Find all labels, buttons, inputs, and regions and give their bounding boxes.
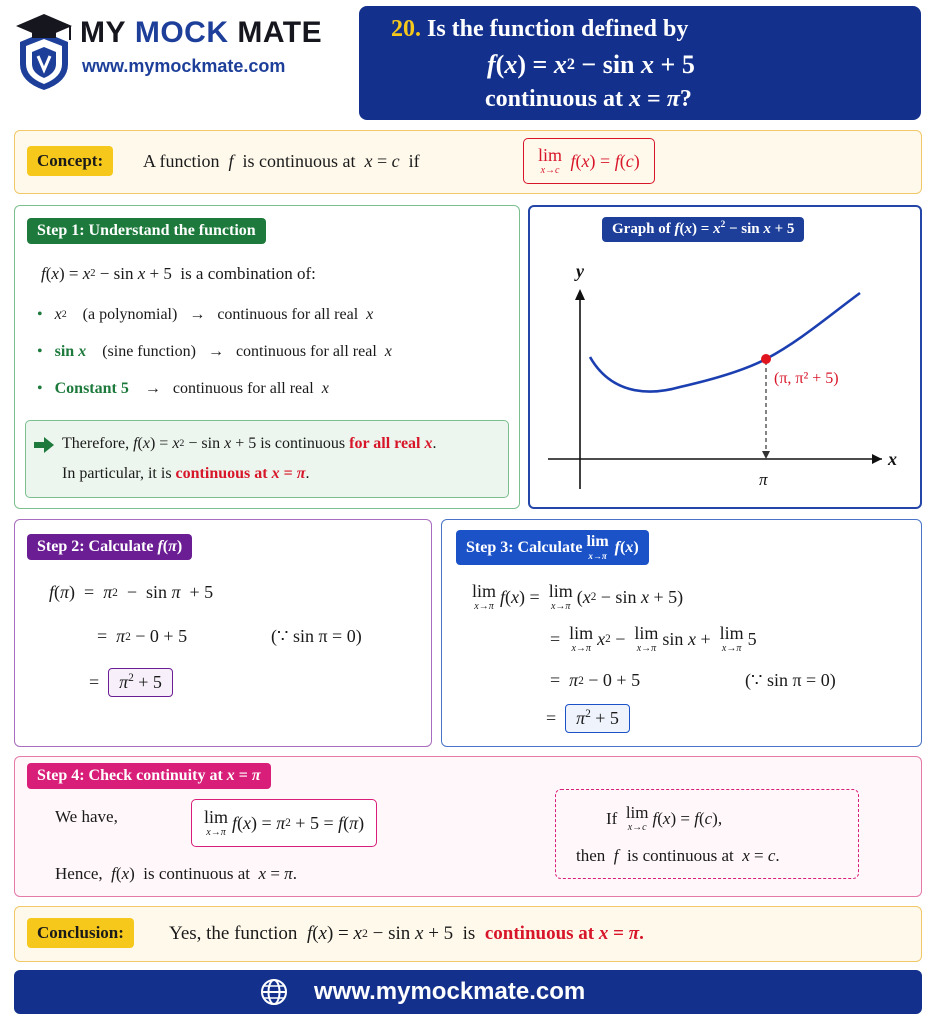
concept-text-a: A function (143, 151, 220, 171)
graduation-cap-shield-icon (14, 12, 74, 92)
list-item: • Constant 5 → continuous for all real x (37, 380, 329, 397)
concept-panel: Concept: A function f is continuous at x = c if lim x→c f ( x ) = f ( c ) (14, 130, 922, 194)
step4-panel (14, 756, 922, 897)
footer-url[interactable]: www.mymockmate.com (314, 978, 586, 1005)
list-item: • sin x (sine function) → continuous for all real x (37, 343, 392, 360)
conclusion-text: Yes, the function f ( x ) = x 2 − sin x + 5 is continuous at x = π. (169, 923, 644, 944)
step1-intro: f ( x ) = x 2 − sin x + 5 is a combination of: (41, 264, 316, 283)
step4-label: Step 4: Check continuity at x = π (27, 763, 271, 789)
point-label: (π, π² + 5) (774, 370, 839, 387)
highlight-point (761, 354, 771, 364)
footer-bar (14, 970, 922, 1014)
question-function: f ( x ) = x 2 − sin x + 5 (487, 50, 695, 79)
brand-name: MY MOCK MATE (80, 16, 323, 49)
concept-tag: Concept: (27, 146, 113, 176)
concept-text-c: if (408, 151, 420, 171)
brand-url[interactable]: www.mymockmate.com (82, 56, 286, 76)
question-line2: continuous at (485, 86, 624, 112)
step4-we-have: We have, (55, 807, 118, 826)
graph-title: Graph of $f(x) = x^2 - \sin x + 5$ (602, 217, 804, 242)
step4-equality: lim x→π f ( x ) = π 2 + 5 = f ( π ) (191, 799, 377, 847)
step2-result: = $\pi^2 + 5$ (89, 668, 173, 697)
function-graph (530, 207, 920, 507)
step3-line3: = π 2 − 0 + 5 (550, 670, 641, 690)
concept-text-b: is continuous at (242, 151, 356, 171)
concept-formula: lim x→c f ( x ) = f ( c ) (523, 138, 655, 184)
step3-line2: = lim x→π x 2 − lim x→π sin x + lim x→π 5 (550, 623, 757, 654)
question-number: 20. (391, 16, 421, 42)
step3-result: = $\pi^2 + 5$ (546, 704, 630, 733)
step1-label: Step 1: Understand the function (27, 218, 266, 244)
step2-line2: = π 2 − 0 + 5 (97, 626, 188, 646)
list-item: • x 2 (a polynomial) → continuous for all real x (37, 306, 374, 323)
step3-label: Step 3: Calculate lim x→π f ( x ) (456, 530, 649, 565)
right-arrow-icon (34, 437, 54, 453)
step1-panel (14, 205, 520, 509)
step3-panel (441, 519, 922, 747)
x-axis-label: x (888, 449, 897, 469)
step4-hence: Hence, f ( x ) is continuous at x = π . (55, 864, 297, 883)
y-axis-label: y (576, 261, 584, 281)
conclusion-panel (14, 906, 922, 962)
graph-panel (528, 205, 922, 509)
step2-reason: (∵ sin π = 0) (271, 626, 362, 646)
step2-label: Step 2: Calculate f ( π ) (27, 534, 192, 560)
conclusion-tag: Conclusion: (27, 918, 134, 948)
step3-reason: (∵ sin π = 0) (745, 670, 836, 690)
globe-icon (260, 978, 288, 1006)
question-line1: Is the function defined by (427, 16, 689, 42)
step3-line1: lim x→π f ( x ) = lim x→π ( x 2 − sin x + 5) (472, 581, 684, 612)
question-banner: 20. Is the function defined by f ( x ) = x 2 − sin x + 5 continuous at x = π ? (359, 6, 921, 120)
step2-line1: f ( π ) = π 2 − sin π + 5 (49, 582, 214, 602)
step4-note-box: If lim x→c f ( x ) = f ( c ), then f is continuous at x = c . (555, 789, 859, 879)
step1-therefore-box: Therefore, f ( x ) = x 2 − sin x + 5 is continuous for all real x . In particular, it is continuous at x = π . (25, 420, 509, 498)
step2-panel (14, 519, 432, 747)
x-tick-pi: π (759, 470, 768, 489)
